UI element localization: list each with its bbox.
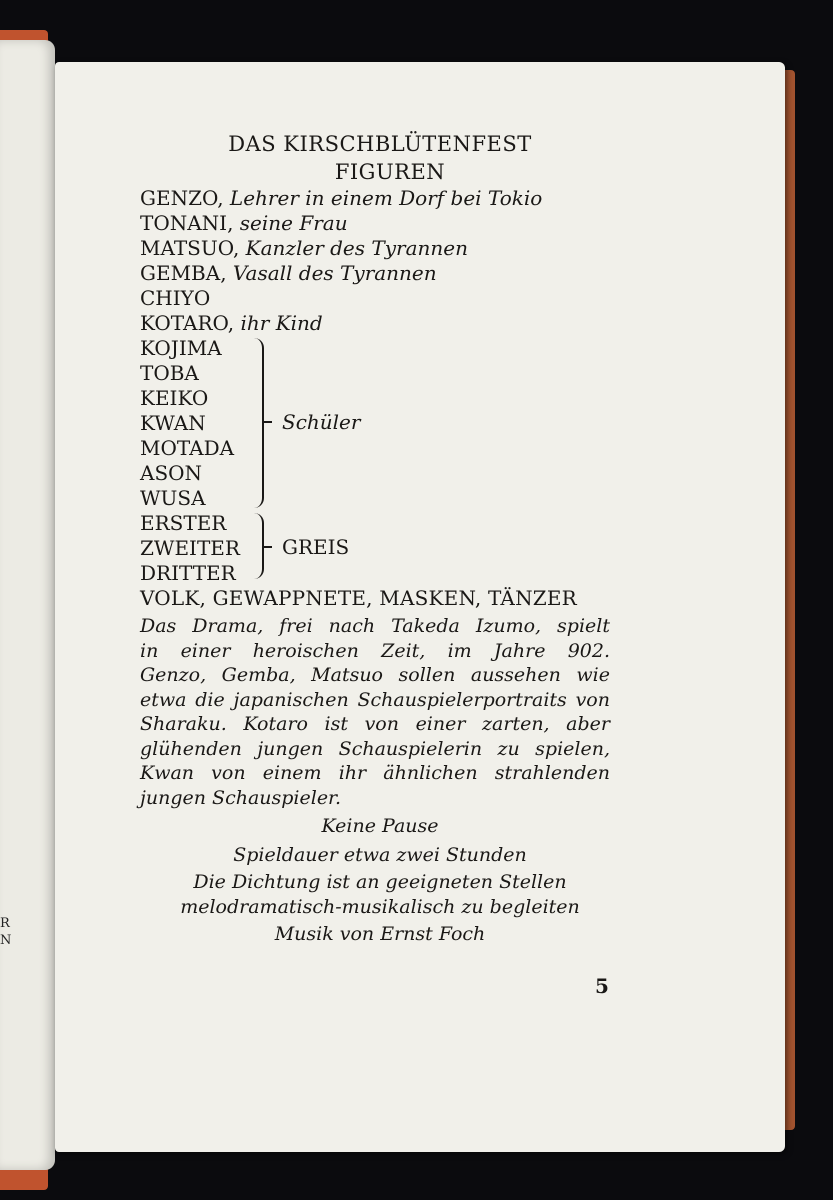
play-title: DAS KIRSCHBLÜTENFEST xyxy=(228,132,532,156)
group-label: GREIS xyxy=(282,535,350,559)
note-line: etwa die japanischen Schauspielerportraits von xyxy=(140,688,610,711)
note-line: Das Drama, frei nach Takeda Izumo, spielt xyxy=(140,615,610,637)
group-member: MOTADA xyxy=(140,436,235,460)
group-member: DRITTER xyxy=(140,561,236,585)
cast-name: GEMBA, xyxy=(140,261,227,285)
cast-entry xyxy=(140,286,610,311)
pause-note: Keine Pause xyxy=(321,815,439,837)
left-page-fragment: R xyxy=(0,916,10,931)
left-page-fragment: N xyxy=(0,933,12,948)
music-note-line: Die Dichtung ist an geeigneten Stellen xyxy=(193,871,567,893)
group-brace xyxy=(248,338,264,508)
book-page xyxy=(55,62,785,1152)
cast-entry xyxy=(140,236,610,261)
group-member: KOJIMA xyxy=(140,336,222,360)
cast-description: Kanzler des Tyrannen xyxy=(245,236,468,260)
note-line: in einer heroischen Zeit, im Jahre 902. xyxy=(140,639,610,662)
group-member: ERSTER xyxy=(140,511,227,535)
cast-entry xyxy=(140,186,610,211)
note-line: Sharaku. Kotaro ist von einer zarten, aber xyxy=(140,713,610,735)
cast-entry xyxy=(140,211,610,236)
composer-credit: Musik von Ernst Foch xyxy=(274,923,486,945)
brace-point xyxy=(264,421,272,423)
greis-group xyxy=(140,511,610,586)
cast-description: ihr Kind xyxy=(240,311,323,335)
duration-note: Spieldauer etwa zwei Stunden xyxy=(233,844,527,866)
note-line: Kwan von einem ihr ähnlichen strahlenden xyxy=(140,762,610,784)
schueler-group xyxy=(140,336,610,511)
note-line: Genzo, Gemba, Matsuo sollen aussehen wie xyxy=(140,664,610,686)
stage-note xyxy=(140,614,610,810)
cast-description: Vasall des Tyrannen xyxy=(232,261,437,285)
cast-description: seine Frau xyxy=(239,211,348,235)
cast-heading: FIGUREN xyxy=(334,160,446,184)
music-note-line: melodramatisch-musikalisch zu begleiten xyxy=(180,896,580,918)
group-brace xyxy=(248,513,264,579)
note-line: jungen Schauspieler. xyxy=(140,786,342,809)
cast-description: Lehrer in einem Dorf bei Tokio xyxy=(229,186,543,210)
cast-entry xyxy=(140,261,610,286)
group-member: ZWEITER xyxy=(140,536,240,560)
left-page xyxy=(0,40,55,1170)
page-content xyxy=(140,130,610,949)
group-member: KEIKO xyxy=(140,386,209,410)
cast-name: GENZO, xyxy=(140,186,224,210)
cast-list xyxy=(140,186,610,611)
volk-line: VOLK, GEWAPPNETE, MASKEN, TÄNZER xyxy=(140,586,577,610)
group-member: WUSA xyxy=(140,486,206,510)
group-label: Schüler xyxy=(282,410,361,434)
page-number: 5 xyxy=(595,974,609,998)
cast-name: KOTARO, xyxy=(140,311,235,335)
cast-entry xyxy=(140,311,610,336)
cast-name: CHIYO xyxy=(140,286,211,310)
performance-notes xyxy=(140,812,620,949)
group-member: ASON xyxy=(140,461,203,485)
group-member: TOBA xyxy=(140,361,199,385)
brace-point xyxy=(264,546,272,548)
cast-name: TONANI, xyxy=(140,211,234,235)
cast-name: MATSUO, xyxy=(140,236,240,260)
group-member: KWAN xyxy=(140,411,206,435)
note-line: glühenden jungen Schauspielerin zu spielen, xyxy=(140,737,610,760)
